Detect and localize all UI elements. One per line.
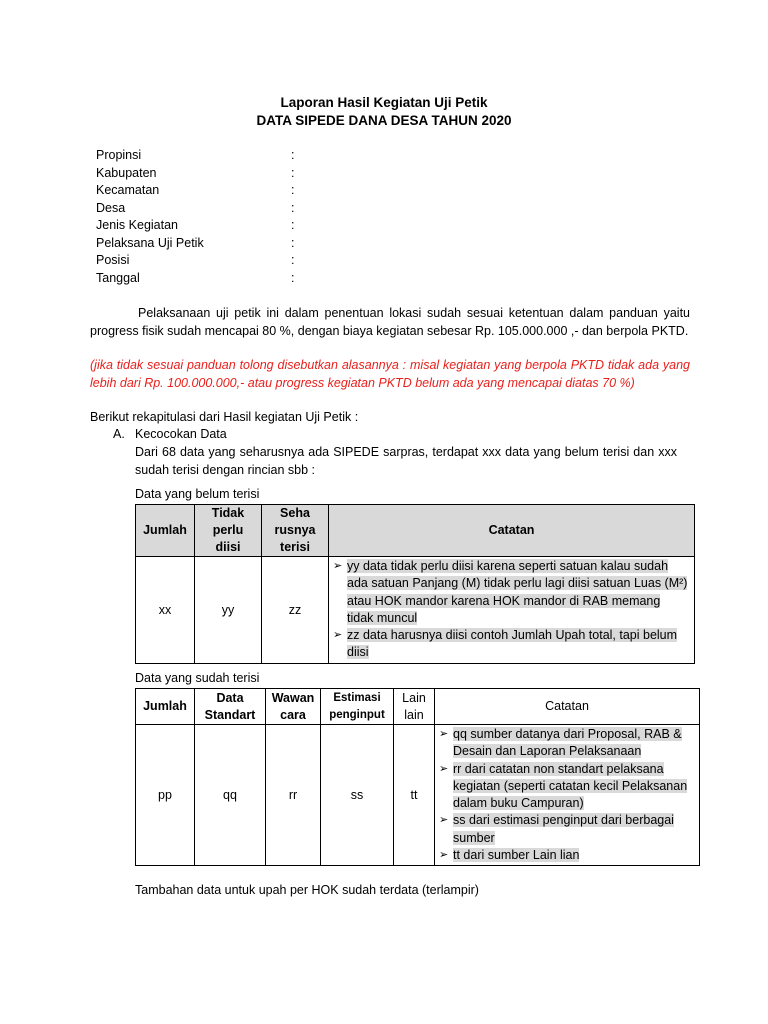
field-colon: :: [291, 270, 295, 285]
table2-header-line: cara: [280, 707, 306, 722]
table1-cell-seharusnya: zz: [262, 557, 329, 664]
field-label-desa: Desa: [96, 200, 126, 215]
table2-cell-catatan: [435, 725, 700, 866]
table1-cell-tidak-perlu: yy: [195, 557, 262, 664]
table2-cell-jumlah: pp: [136, 725, 195, 866]
field-colon: :: [291, 148, 295, 162]
table-filled-data: [135, 688, 700, 866]
table1-cell-jumlah: xx: [136, 557, 195, 664]
table1-header-line: Tidak: [211, 506, 245, 520]
table2-header-line: Data: [216, 690, 244, 705]
table2-header-line: Estimasi: [333, 691, 381, 704]
table2-cell-wawancara: rr: [266, 725, 321, 866]
field-colon: :: [291, 235, 295, 250]
field-label-posisi: Posisi: [96, 253, 130, 267]
list-item: [435, 726, 693, 761]
table2-header-estimasi: [321, 689, 394, 725]
field-colon: :: [291, 200, 295, 215]
table2-cell-lain-lain: tt: [394, 725, 435, 866]
table1-header-line: terisi: [280, 540, 310, 554]
table1-header-seharusnya: [262, 505, 329, 557]
arrow-bullet-icon: ➢: [439, 814, 449, 827]
list-item: [435, 847, 693, 864]
table1-header-line: perlu: [212, 523, 244, 537]
table-unfilled-data: [135, 504, 695, 664]
table1-caption: Data yang belum terisi: [135, 487, 260, 501]
section-a-title: Kecocokan Data: [135, 427, 227, 441]
table1-notes-list: [329, 558, 688, 662]
list-item: [435, 761, 693, 813]
note-text: qq sumber datanya dari Proposal, RAB & Desain dan Laporan Pelaksanaan: [453, 727, 682, 759]
table2-header-line: Lain: [402, 690, 426, 705]
arrow-bullet-icon: ➢: [439, 728, 449, 740]
table2-header-line: Wawan: [271, 690, 315, 705]
table1-header-catatan: Catatan: [329, 505, 695, 557]
table2-notes-list: [435, 726, 693, 864]
arrow-bullet-icon: ➢: [333, 629, 343, 642]
table2-header-jumlah: Jumlah: [136, 689, 195, 725]
red-note-paragraph: (jika tidak sesuai panduan tolong disebutkan alasannya : misal kegiatan yang berpola PKTD tidak ada yang lebih dari Rp. 100.000.000,- atau progress kegiatan PKTD belum ada yang mencapai diatas 70 %): [90, 358, 690, 390]
field-label-propinsi: Propinsi: [96, 148, 142, 162]
arrow-bullet-icon: ➢: [439, 762, 449, 775]
report-title: Laporan Hasil Kegiatan Uji Petik: [280, 95, 488, 110]
section-a-marker: A.: [113, 427, 125, 441]
field-colon: :: [291, 183, 295, 197]
field-label-jenis-kegiatan: Jenis Kegiatan: [96, 218, 179, 232]
field-label-pelaksana: Pelaksana Uji Petik: [96, 235, 204, 250]
field-colon: :: [291, 165, 295, 180]
table1-header-jumlah: Jumlah: [136, 505, 195, 557]
main-paragraph: Pelaksanaan uji petik ini dalam penentuan lokasi sudah sesuai ketentuan dalam panduan yaitu progress fisik sudah mencapai 80 %, dengan biaya kegiatan sebesar Rp. 105.000.000 ,- dan berpola PKTD.: [90, 306, 690, 338]
list-item: [435, 812, 693, 847]
field-colon: :: [291, 218, 295, 232]
note-text: yy data tidak perlu diisi karena seperti satuan kalau sudah ada satuan Panjang (M) tidak perlu lagi diisi satuan Luas (M²) atau HOK mandor karena HOK mandor di RAB memang tidak muncul: [347, 559, 688, 625]
section-a-text: Dari 68 data yang seharusnya ada SIPEDE sarpras, terdapat xxx data yang belum terisi dan xxx sudah terisi dengan rincian sbb :: [135, 445, 677, 477]
table2-caption: Data yang sudah terisi: [135, 671, 260, 685]
field-label-tanggal: Tanggal: [96, 270, 140, 285]
field-label-kecamatan: Kecamatan: [96, 183, 160, 197]
table2-cell-data-standart: qq: [195, 725, 266, 866]
table2-cell-estimasi: ss: [321, 725, 394, 866]
table2-header-line: Standart: [204, 707, 256, 722]
table1-header-line: Seha: [280, 506, 310, 520]
table1-header-line: rusnya: [274, 523, 316, 537]
arrow-bullet-icon: ➢: [333, 560, 343, 572]
field-colon: :: [291, 253, 295, 267]
table2-header-line: lain: [404, 707, 424, 722]
table2-header-lain-lain: [394, 689, 435, 725]
table1-header-line: diisi: [215, 540, 241, 554]
footer-note: Tambahan data untuk upah per HOK sudah terdata (terlampir): [135, 883, 479, 897]
table1-header-tidak-perlu: [195, 505, 262, 557]
table2-header-data-standart: [195, 689, 266, 725]
recap-intro: Berikut rekapitulasi dari Hasil kegiatan Uji Petik :: [90, 410, 359, 424]
report-subtitle: DATA SIPEDE DANA DESA TAHUN 2020: [256, 113, 512, 128]
list-item: [329, 558, 688, 627]
table2-header-wawancara: [266, 689, 321, 725]
table2-header-catatan: Catatan: [435, 689, 700, 725]
note-text: tt dari sumber Lain lian: [453, 848, 580, 863]
list-item: [329, 627, 688, 662]
note-text: rr dari catatan non standart pelaksana kegiatan (seperti catatan kecil Pelaksanan dalam buku Campuran): [453, 761, 688, 811]
table1-cell-catatan: [329, 557, 695, 664]
field-label-kabupaten: Kabupaten: [96, 165, 157, 180]
note-text: ss dari estimasi penginput dari berbagai sumber: [453, 813, 674, 845]
note-text: zz data harusnya diisi contoh Jumlah Upah total, tapi belum diisi: [347, 628, 678, 660]
table2-header-line: penginput: [329, 708, 385, 721]
arrow-bullet-icon: ➢: [439, 849, 449, 862]
